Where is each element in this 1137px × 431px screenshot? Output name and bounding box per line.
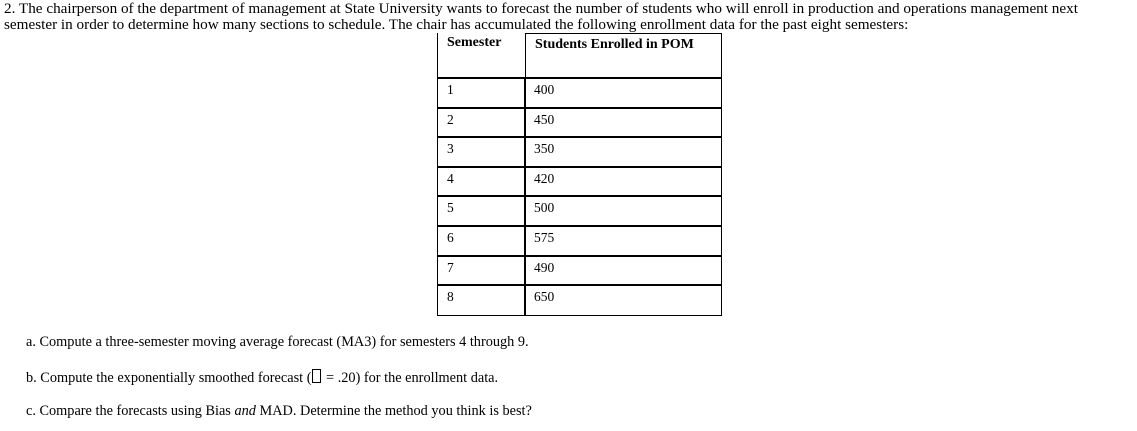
enrollment-table-container (437, 33, 722, 316)
enrolled-cell: 490 (526, 257, 722, 287)
semester-cell: 3 (437, 138, 526, 168)
semester-cell: 6 (437, 227, 526, 257)
semester-cell: 4 (437, 168, 526, 198)
table-row (437, 286, 722, 316)
enrollment-table (437, 33, 722, 316)
question-c-italic: and (234, 403, 256, 419)
table-row (437, 109, 722, 139)
enrolled-cell: 350 (526, 138, 722, 168)
table-row (437, 168, 722, 198)
semester-cell: 1 (437, 79, 526, 109)
semester-cell: 8 (437, 286, 526, 316)
enrolled-cell: 650 (526, 286, 722, 316)
header-students-enrolled: Students Enrolled in POM (526, 33, 722, 79)
semester-cell: 2 (437, 109, 526, 139)
question-a: a. Compute a three-semester moving average forecast (MA3) for semesters 4 through 9. (26, 334, 529, 350)
table-row (437, 257, 722, 287)
semester-cell: 7 (437, 257, 526, 287)
question-c (26, 403, 532, 420)
table-header-row (437, 33, 722, 79)
question-b (26, 369, 498, 387)
missing-alpha-glyph-icon (312, 369, 321, 383)
question-b-suffix: = .20) for the enrollment data. (322, 370, 499, 386)
header-semester: Semester (437, 33, 526, 79)
enrolled-cell: 400 (526, 79, 722, 109)
question-c-prefix: c. Compare the forecasts using Bias (26, 403, 235, 419)
enrolled-cell: 575 (526, 227, 722, 257)
question-c-suffix: MAD. Determine the method you think is best? (255, 403, 532, 419)
table-row (437, 197, 722, 227)
table-row (437, 138, 722, 168)
enrolled-cell: 500 (526, 197, 722, 227)
semester-cell: 5 (437, 197, 526, 227)
table-row (437, 79, 722, 109)
question-b-prefix: b. Compute the exponentially smoothed forecast ( (26, 370, 312, 386)
table-row (437, 227, 722, 257)
enrolled-cell: 420 (526, 168, 722, 198)
enrolled-cell: 450 (526, 109, 722, 139)
problem-intro: 2. The chairperson of the department of management at State University wants to forecast the number of students who will enroll in production and operations management next semester in order to determine how many sections to schedule. The chair has accumulated the following enrollment data for the past eight semesters: (4, 0, 1078, 33)
